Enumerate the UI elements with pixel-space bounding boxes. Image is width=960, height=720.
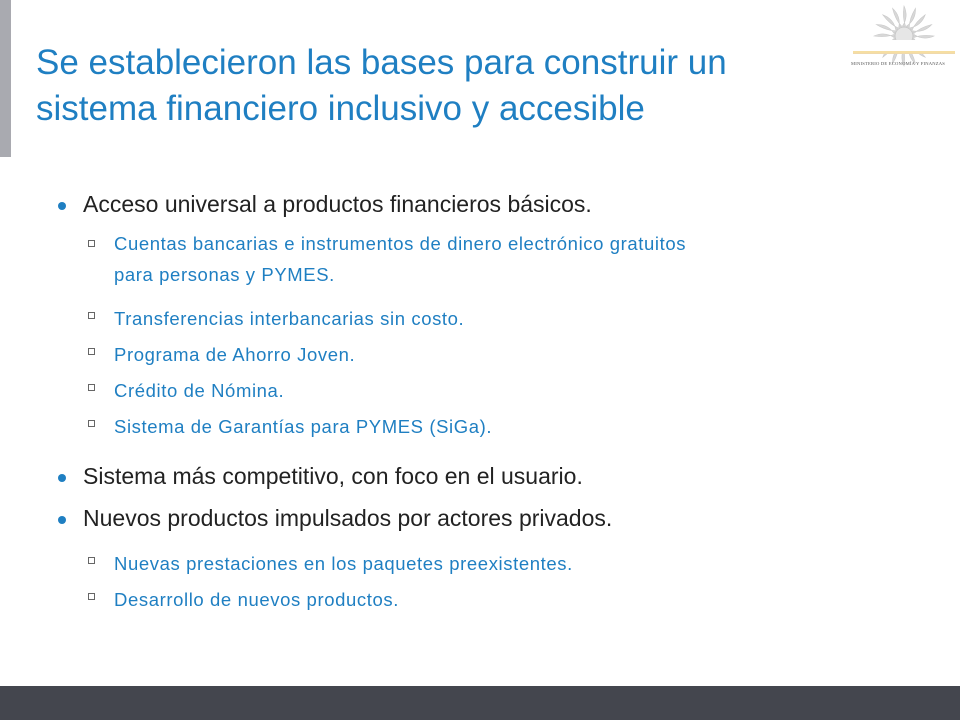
logo-caption: MINISTERIO DE ECONOMÍA Y FINANZAS [851, 61, 946, 66]
bullet-dot [58, 516, 66, 524]
title-line-1: Se establecieron las bases para construir un [36, 43, 727, 82]
sub-bullet-item: Cuentas bancarias e instrumentos de dinero electrónico gratuitos para personas y PYMES. [114, 233, 687, 285]
sun-of-may-icon [848, 0, 960, 70]
sun-ray [874, 34, 894, 38]
bullet-item: Acceso universal a productos financieros básicos. [83, 191, 592, 217]
sun-ray [876, 24, 895, 33]
sun-ray [914, 34, 934, 38]
sub-bullet-item: Programa de Ahorro Joven. [114, 344, 356, 365]
title-line-2: sistema financiero inclusivo y accesible [36, 89, 645, 128]
sub-bullet-square [88, 557, 95, 564]
sub-bullet-square [88, 312, 95, 319]
footer-bar [0, 686, 960, 720]
sub-bullet-item: Crédito de Nómina. [114, 380, 285, 401]
bullet-dot [58, 474, 66, 482]
sub-bullet-item: Transferencias interbancarias sin costo. [114, 308, 465, 329]
bullet-item: Sistema más competitivo, con foco en el usuario. [83, 463, 583, 489]
sub-bullet-square [88, 420, 95, 427]
left-accent-bar [0, 0, 11, 157]
bullet-item: Nuevos productos impulsados por actores privados. [83, 505, 613, 531]
sub-bullet-item: Desarrollo de nuevos productos. [114, 589, 399, 610]
sub-bullet-square [88, 384, 95, 391]
sub-bullet-square [88, 348, 95, 355]
sub-bullet-item: Nuevas prestaciones en los paquetes preexistentes. [114, 553, 573, 574]
sub-bullet-item: Sistema de Garantías para PYMES (SiGa). [114, 416, 493, 437]
bullet-dot [58, 202, 66, 210]
slide-title [36, 40, 826, 132]
sub-bullet-square [88, 593, 95, 600]
sun-ray [902, 6, 906, 26]
sub-bullet-square [88, 240, 95, 247]
sun-ray [906, 8, 915, 27]
